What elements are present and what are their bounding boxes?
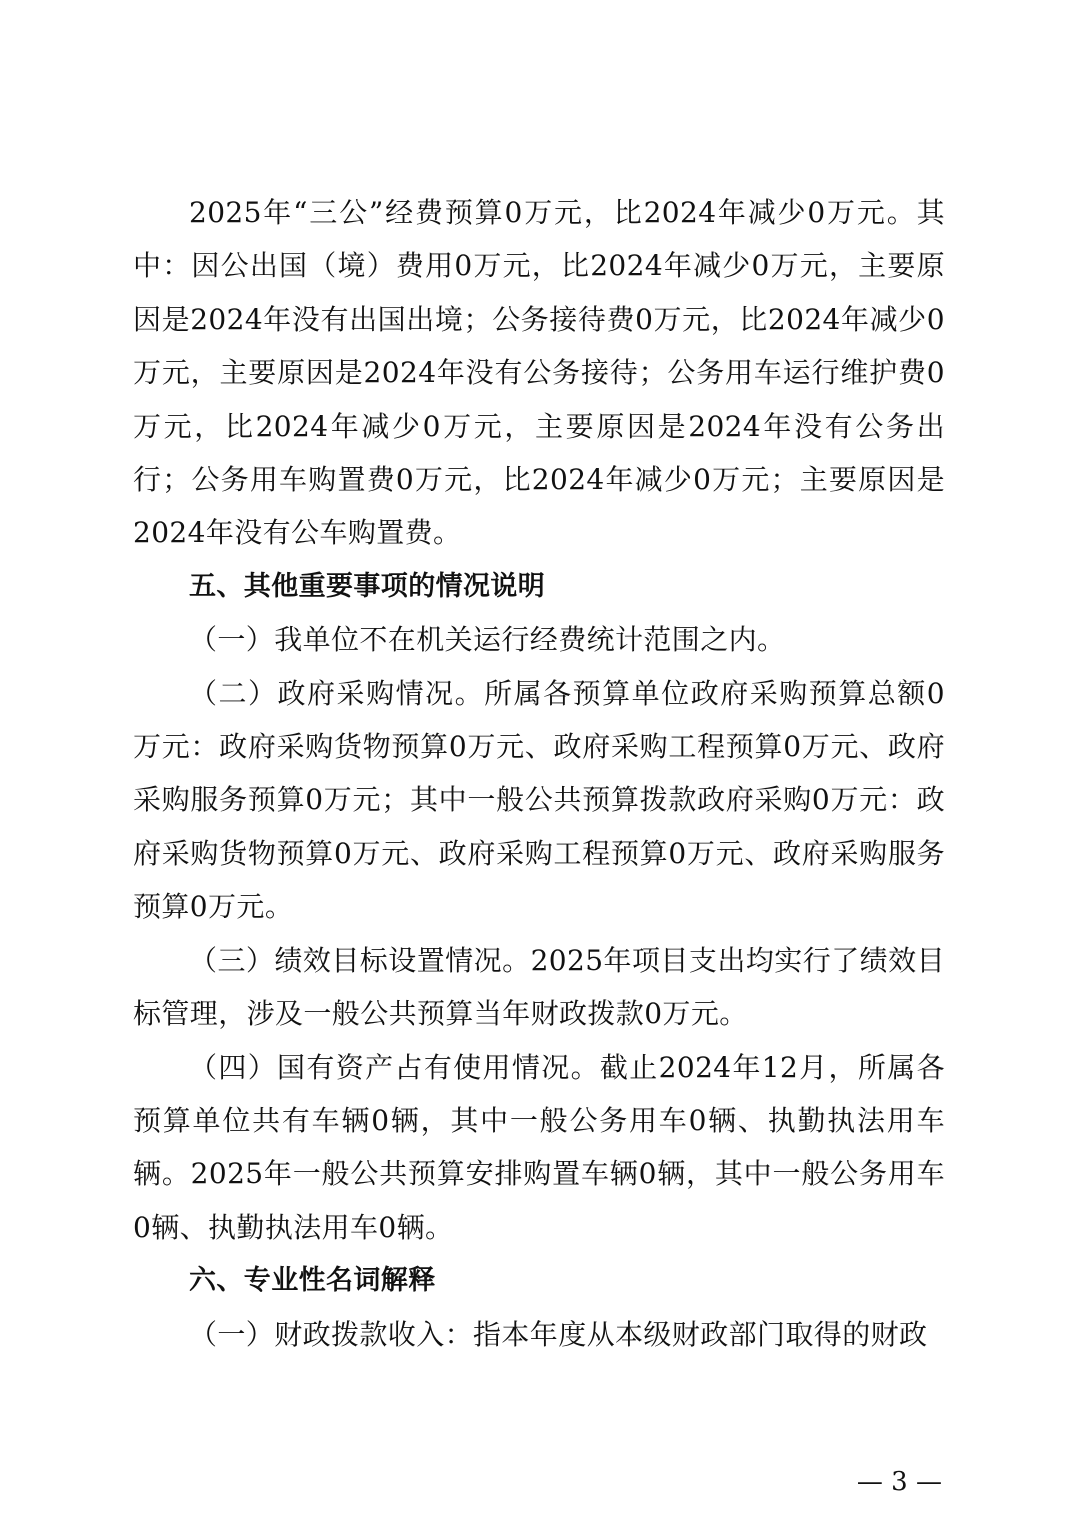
paragraph-performance-targets: （三）绩效目标设置情况。2025年项目支出均实行了绩效目标管理，涉及一般公共预算当年财政拨款0万元。 xyxy=(133,943,945,1031)
document-body xyxy=(133,186,945,1361)
page-number: — 3 — xyxy=(856,1467,942,1497)
paragraph-fiscal-appropriation-income: （一）财政拨款收入：指本年度从本级财政部门取得的财政 xyxy=(189,1317,928,1351)
paragraph-operating-expenses: （一）我单位不在机关运行经费统计范围之内。 xyxy=(189,623,786,657)
paragraph-government-procurement: （二）政府采购情况。所属各预算单位政府采购预算总额0万元：政府采购货物预算0万元、政府采购工程预算0万元、政府采购服务预算0万元；其中一般公共预算拨款政府采购0万元：政府采购货物预算0万元、政府采购工程预算0万元、政府采购服务预算0万元。 xyxy=(133,676,945,924)
section-heading-other-matters: 五、其他重要事项的情况说明 xyxy=(189,570,546,602)
paragraph-state-assets: （四）国有资产占有使用情况。截止2024年12月，所属各预算单位共有车辆0辆，其中一般公务用车0辆、执勤执法用车辆。2025年一般公共预算安排购置车辆0辆，其中一般公务用车0辆、执勤执法用车0辆。 xyxy=(133,1050,945,1244)
paragraph-sangong-budget: 2025年“三公”经费预算0万元，比2024年减少0万元。其中：因公出国（境）费用0万元，比2024年减少0万元，主要原因是2024年没有出国出境；公务接待费0万元，比2024年减少0万元，主要原因是2024年没有公务接待；公务用车运行维护费0万元，比2024年减少0万元，主要原因是2024年没有公务出行；公务用车购置费0万元，比2024年减少0万元；主要原因是2024年没有公车购置费。 xyxy=(133,196,945,550)
section-heading-terminology: 六、专业性名词解释 xyxy=(189,1265,436,1297)
